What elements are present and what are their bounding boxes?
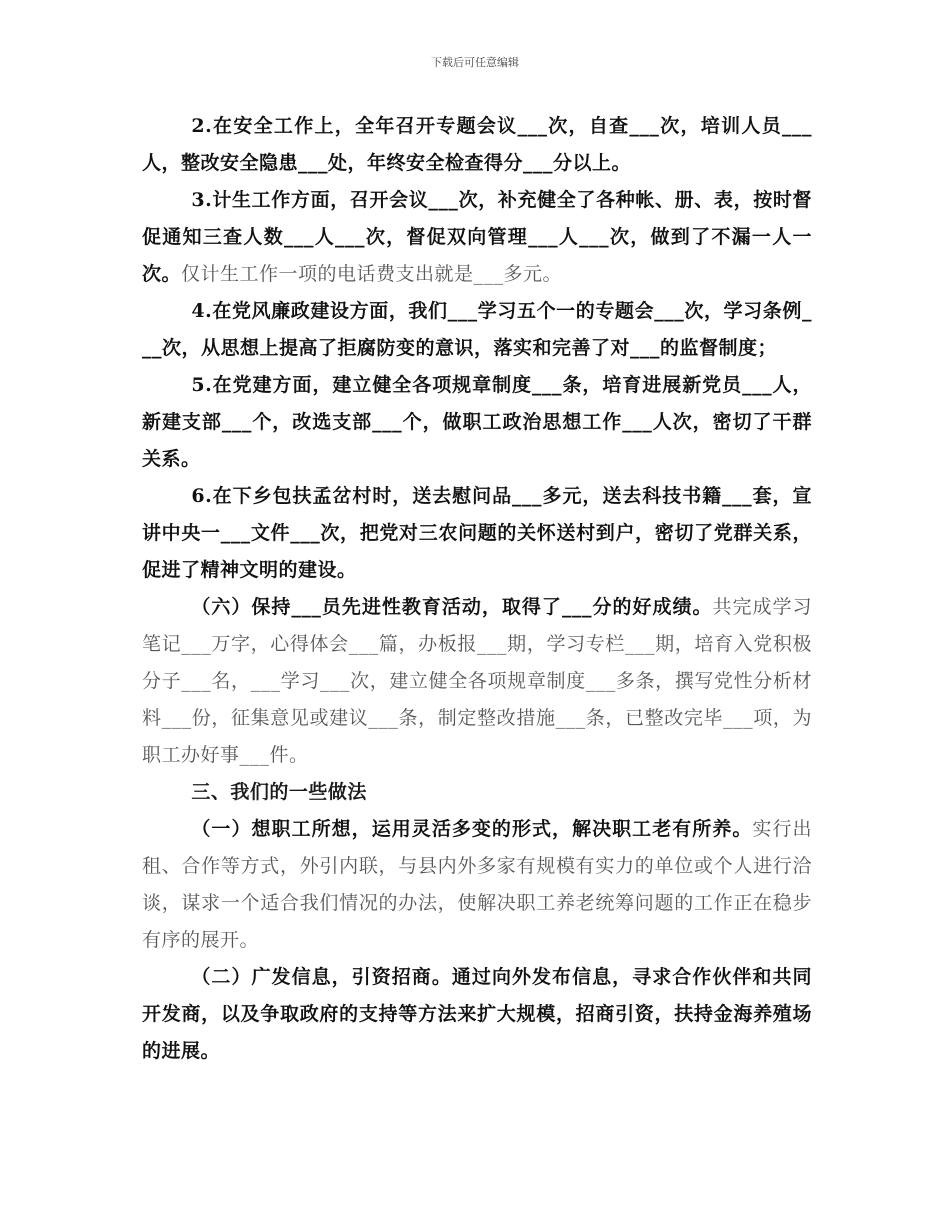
paragraph-family-planning-bold: 3.计生工作方面，召开会议___次，补充健全了各种帐、册、表，按时督促通知三查人数___人___次，督促双向管理___人___次，做到了不漏一人一次。 xyxy=(142,189,812,285)
paragraph-investment xyxy=(142,959,812,1070)
paragraph-safety xyxy=(142,108,812,182)
paragraph-pension-bold: （一）想职工所想，运用灵活多变的形式，解决职工老有所养。 xyxy=(191,818,753,840)
paragraph-party-building-bold: 5.在党建方面，建立健全各项规章制度___条，培育进展新党员___人，新建支部___个，改选支部___个，做职工政治思想工作___人次，密切了干群关系。 xyxy=(142,374,812,470)
paragraph-family-planning xyxy=(142,182,812,293)
paragraph-village-aid xyxy=(142,478,812,589)
paragraph-village-aid-bold: 6.在下乡包扶孟岔村时，送去慰问品___多元，送去科技书籍___套，宣讲中央一___文件___次，把党对三农问题的关怀送村到户，密切了党群关系，促进了精神文明的建设。 xyxy=(142,485,812,581)
page-header: 下载后可任意编辑 xyxy=(431,56,519,69)
paragraph-education-activity-bold: （六）保持___员先进性教育活动，取得了___分的好成绩。 xyxy=(191,596,713,618)
paragraph-family-planning-normal: 仅计生工作一项的电话费支出就是___多元。 xyxy=(181,263,563,285)
paragraph-integrity xyxy=(142,293,812,367)
paragraph-pension-normal: 实行出租、合作等方式，外引内联，与县内外多家有规模有实力的单位或个人进行洽谈，谋求一个适合我们情况的办法，使解决职工养老统筹问题的工作正在稳步有序的展开。 xyxy=(142,818,812,951)
document-body xyxy=(142,108,812,1070)
section-heading-practices-text: 三、我们的一些做法 xyxy=(191,781,367,803)
paragraph-pension xyxy=(142,811,812,959)
paragraph-investment-bold: （二）广发信息，引资招商。通过向外发布信息，寻求合作伙伴和共同开发商，以及争取政府的支持等方法来扩大规模，招商引资，扶持金海养殖场的进展。 xyxy=(142,966,812,1062)
paragraph-party-building xyxy=(142,367,812,478)
paragraph-education-activity-normal: 共完成学习笔记___万字，心得体会___篇，办板报___期，学习专栏___期，培育入党积极分子___名，___学习___次，建立健全各项规章制度___多条，撰写党性分析材料___份，征集意见或建议___条，制定整改措施___条，已整改完毕___项，为职工办好事___件。 xyxy=(142,596,812,766)
paragraph-safety-bold: 2.在安全工作上，全年召开专题会议___次，自查___次，培训人员___人，整改安全隐患___处，年终安全检查得分___分以上。 xyxy=(142,115,812,174)
paragraph-education-activity xyxy=(142,589,812,774)
paragraph-integrity-bold: 4.在党风廉政建设方面，我们___学习五个一的专题会___次，学习条例___次，从思想上提高了拒腐防变的意识，落实和完善了对___的监督制度； xyxy=(142,300,812,359)
section-heading-practices xyxy=(142,774,812,811)
